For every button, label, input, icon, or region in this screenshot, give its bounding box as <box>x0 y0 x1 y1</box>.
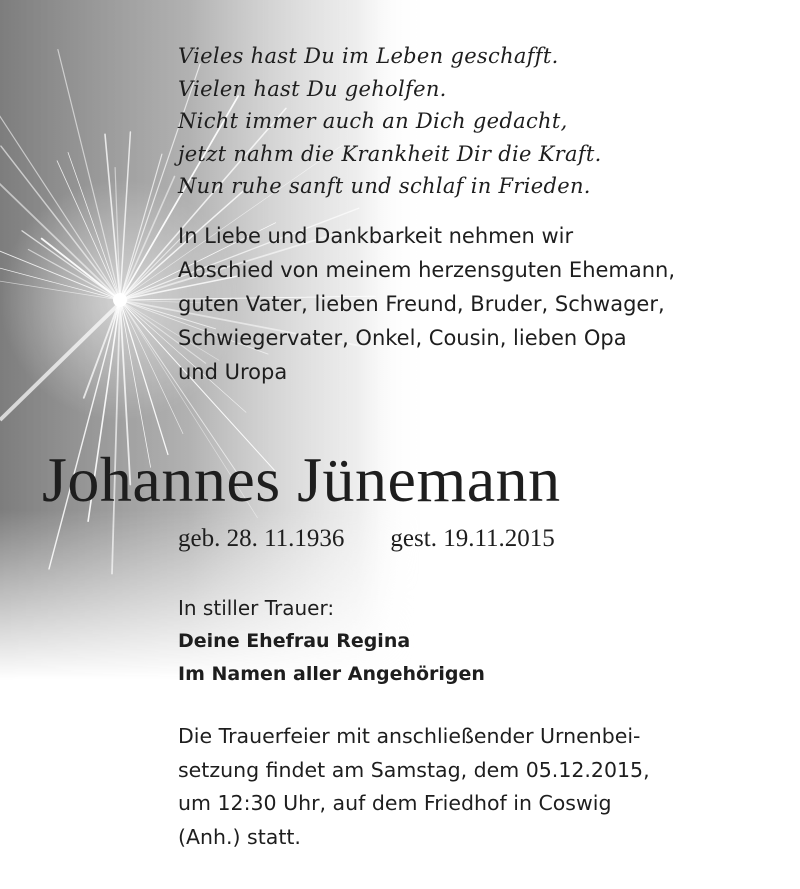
farewell-text <box>178 219 778 389</box>
farewell-line: guten Vater, lieben Freund, Bruder, Schwager, <box>178 291 665 316</box>
death-date: gest. 19.11.2015 <box>390 525 555 552</box>
service-line: (Anh.) statt. <box>178 824 301 849</box>
funeral-service-info <box>178 720 650 854</box>
service-line: setzung findet am Samstag, dem 05.12.2015, <box>178 757 650 782</box>
deceased-name: Johannes Jünemann <box>42 444 561 515</box>
mourners-block <box>178 592 485 691</box>
poem-line: Nun ruhe sanft und schlaf in Frieden. <box>178 174 591 198</box>
mourner-spouse: Deine Ehefrau Regina <box>178 630 411 652</box>
service-line: Die Trauerfeier mit anschließender Urnenbei- <box>178 724 641 748</box>
poem <box>178 40 778 203</box>
mourners-heading: In stiller Trauer: <box>178 596 335 620</box>
mourner-family: Im Namen aller Angehörigen <box>178 663 485 685</box>
farewell-line: und Uropa <box>178 359 288 384</box>
poem-line: Nicht immer auch an Dich gedacht, <box>178 109 568 133</box>
life-dates <box>178 522 555 556</box>
farewell-line: In Liebe und Dankbarkeit nehmen wir <box>178 223 574 248</box>
farewell-line: Abschied von meinem herzensguten Ehemann, <box>178 257 676 282</box>
service-line: um 12:30 Uhr, auf dem Friedhof in Coswig <box>178 791 612 815</box>
poem-line: jetzt nahm die Krankheit Dir die Kraft. <box>178 141 602 166</box>
poem-line: Vielen hast Du geholfen. <box>178 76 447 101</box>
text-block <box>178 40 778 389</box>
birth-date: geb. 28. 11.1936 <box>178 525 345 552</box>
farewell-line: Schwiegervater, Onkel, Cousin, lieben Opa <box>178 325 627 350</box>
poem-line: Vieles hast Du im Leben geschafft. <box>178 44 559 68</box>
